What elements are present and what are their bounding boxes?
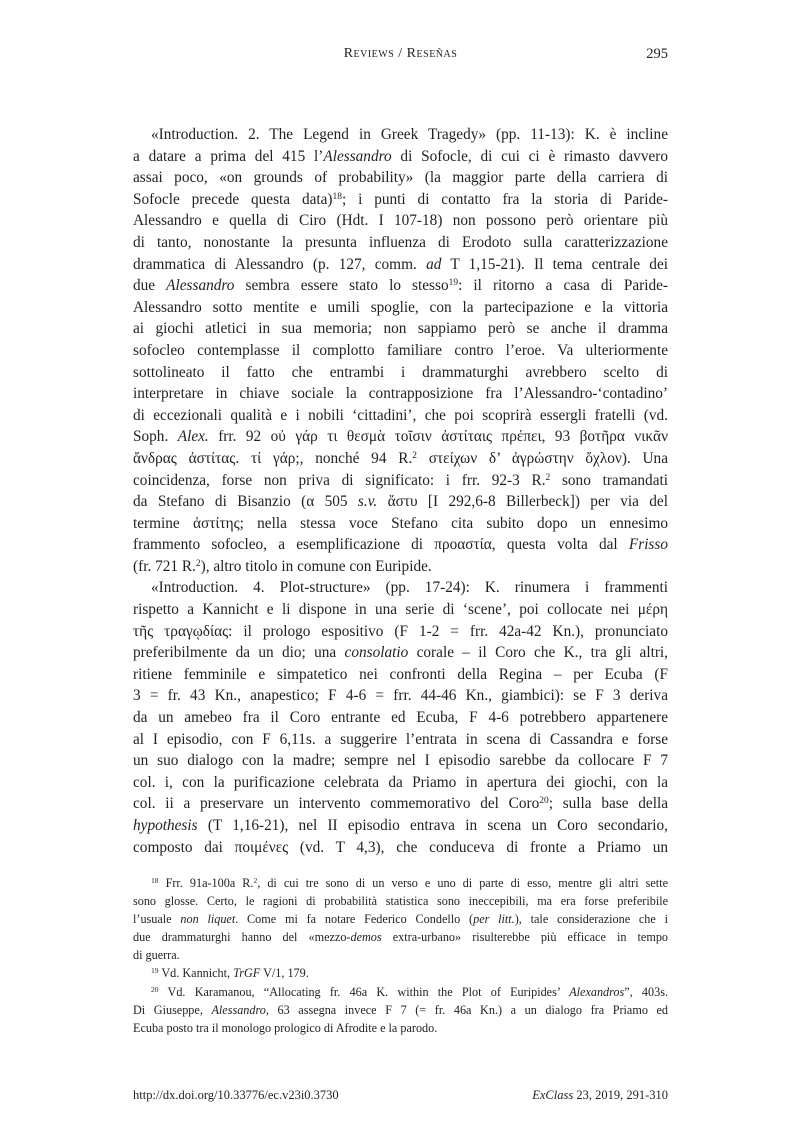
doi-link[interactable]: http://dx.doi.org/10.33776/ec.v23i0.3730 bbox=[133, 1088, 339, 1102]
text-run: , 63 assegna invece F 7 (= fr. 46a Kn.) a un dialogo fra Priamo ed bbox=[265, 1002, 669, 1017]
page-number: 295 bbox=[646, 46, 668, 62]
italic-text: Alexandros bbox=[569, 984, 625, 999]
text-run: frr. 92 οὐ γάρ τι θεσμὰ τοῖσιν ἀστίταις πρέπει, 93 βοτῆρα νικᾶν bbox=[208, 428, 668, 446]
text-line bbox=[133, 664, 668, 686]
italic-text: hypothesis bbox=[133, 817, 198, 834]
text-line bbox=[133, 297, 668, 319]
footnote-line bbox=[133, 910, 668, 928]
text-run: sono tramandati bbox=[550, 471, 668, 489]
text-run: frammento sofocleo, a esemplificazione di προαστία, questa volta dal bbox=[133, 536, 629, 554]
text-run: a datare a prima del 415 l’ bbox=[133, 147, 324, 165]
text-run: rispetto a Kannicht e li dispone in una serie di ‘scene’, poi collocate nei μέρη bbox=[133, 601, 668, 619]
text-line bbox=[133, 707, 668, 729]
text-run: sottolineato il fatto che entrambi i drammaturghi avrebbero scelto di bbox=[133, 363, 668, 381]
text-run: ; i punti di contatto fra la storia di Paride- bbox=[342, 190, 668, 208]
text-run: sono glosse. Certo, le ragioni di probabilità statistica sono ineccepibili, ma era forse preferibile bbox=[133, 894, 668, 909]
text-line bbox=[133, 383, 668, 405]
text-run: col. i, con la purificazione celebrata da Priamo in apertura dei giochi, con la bbox=[133, 773, 668, 791]
text-line bbox=[133, 750, 668, 772]
footnote-reference: 2 bbox=[253, 875, 258, 885]
italic-text: Frisso bbox=[628, 536, 668, 554]
text-line bbox=[133, 340, 668, 362]
italic-text: Alex. bbox=[177, 428, 209, 446]
text-run: Soph. bbox=[133, 428, 178, 446]
italic-text: ad bbox=[426, 255, 442, 273]
text-run: τῆς τραγῳδίας: il prologo espositivo (F 1-2 = frr. 42a-42 Kn.), pronunciato bbox=[133, 622, 668, 640]
footnote-reference: 20 bbox=[539, 796, 549, 807]
text-line bbox=[133, 577, 668, 599]
text-line bbox=[133, 146, 668, 168]
text-line bbox=[133, 642, 668, 664]
text-run: Di Giuseppe, bbox=[133, 1002, 212, 1017]
text-run: di tanto, nonostante la presunta influenza di Erodoto sulla caratterizzazione bbox=[133, 233, 668, 251]
journal-name: ExClass bbox=[532, 1088, 574, 1102]
text-line bbox=[133, 362, 668, 384]
footnote-line bbox=[133, 983, 668, 1001]
text-run: drammatica di Alessandro (p. 127, comm. bbox=[133, 255, 427, 273]
text-line bbox=[133, 232, 668, 254]
text-run: un suo dialogo con la madre; sempre nel I episodio sarebbe da collocare F 7 bbox=[133, 752, 668, 770]
text-line bbox=[133, 772, 668, 794]
text-run: di eccezionali qualità e i nobili ‘cittadini’, che poi scoprirà essergli fratelli (vd. bbox=[133, 406, 668, 424]
italic-text: s.v. bbox=[357, 493, 378, 511]
text-line bbox=[133, 124, 668, 146]
text-run: corale – il Coro che K., tra gli altri, bbox=[408, 644, 669, 662]
text-run: Alessandro e quella di Ciro (Hdt. I 107-18) non possono però orientare più bbox=[133, 212, 668, 230]
text-run: στείχων δ’ ἀγρώστην ὄχλον). Una bbox=[417, 449, 668, 467]
text-run: Sofocle precede questa data) bbox=[133, 190, 333, 208]
text-run: T 1,15-21). Il tema centrale dei bbox=[441, 255, 668, 273]
footnote-reference: 20 bbox=[151, 984, 159, 994]
italic-text: per litt. bbox=[473, 912, 515, 927]
italic-text: consolatio bbox=[344, 644, 409, 662]
running-header bbox=[133, 46, 668, 66]
text-run: sembra essere stato lo stesso bbox=[234, 277, 449, 295]
text-run: Vd. Karamanou, “Allocating fr. 46a K. within the Plot of Euripides’ bbox=[158, 984, 570, 999]
text-run: l’usuale bbox=[133, 912, 181, 927]
text-run: composto dai ποιμένες (vd. T 4,3), che conduceva di fronte a Priamo un bbox=[133, 838, 668, 856]
italic-text: Alessandro bbox=[166, 277, 235, 295]
italic-text: Alessandro bbox=[211, 1002, 266, 1017]
text-run: Frr. 91a-100a R. bbox=[158, 876, 254, 890]
main-text bbox=[133, 124, 668, 858]
text-run: ), altro titolo in comune con Euripide. bbox=[200, 557, 432, 575]
text-run: 3 = fr. 43 Kn., anapestico; F 4-6 = frr. 44-46 Kn., giambici): se F 3 deriva bbox=[133, 687, 668, 705]
text-line bbox=[133, 534, 668, 556]
text-run: preferibilmente da un dio; una bbox=[133, 644, 345, 662]
text-run: coincidenza, forse non priva di significato: i frr. 92-3 R. bbox=[133, 471, 546, 489]
footnote-line bbox=[133, 928, 668, 946]
text-run: : il ritorno a casa di Paride- bbox=[458, 277, 668, 295]
journal-citation bbox=[532, 1088, 668, 1103]
footnote-reference: 19 bbox=[448, 277, 459, 288]
footnote-line bbox=[133, 892, 668, 910]
footnote-reference: 2 bbox=[412, 450, 417, 461]
text-run: al I episodio, con F 6,11s. a suggerire l’entrata in scena di Cassandra e forse bbox=[133, 730, 668, 748]
footnotes bbox=[133, 874, 668, 1037]
footnote-line bbox=[133, 946, 668, 964]
text-run: di Sofocle, di cui ci è rimasto davvero bbox=[391, 147, 668, 165]
text-run: ritiene femminile e simpatetico nei confronti della Regina – per Ecuba (F bbox=[133, 665, 668, 683]
footnote-reference: 18 bbox=[151, 875, 159, 885]
text-run: Ecuba posto tra il monologo prologico di Afrodite e la parodo. bbox=[133, 1020, 438, 1035]
text-run: ”, 403s. bbox=[624, 984, 669, 999]
text-line bbox=[133, 448, 668, 470]
text-line bbox=[133, 210, 668, 232]
text-run: ἄστυ [I 292,6-8 Billerbeck]) per via del bbox=[377, 493, 668, 511]
running-title: Reviews / Reseñas bbox=[343, 46, 458, 61]
footnote-reference: 19 bbox=[151, 966, 159, 976]
text-run: due bbox=[133, 277, 167, 295]
text-run: , di cui tre sono di un verso e uno di parte di esso, mentre gli altri sette bbox=[257, 876, 668, 890]
text-run: ), tale considerazione che i bbox=[514, 912, 668, 927]
italic-text: TrGF bbox=[233, 966, 261, 981]
text-line bbox=[133, 318, 668, 340]
text-run: da un amebeo fra il Coro entrante ed Ecuba, F 4-6 potrebbero appartenere bbox=[133, 709, 668, 727]
text-line bbox=[133, 513, 668, 535]
text-line bbox=[133, 815, 668, 837]
text-line bbox=[133, 470, 668, 492]
text-run: . Come mi fa notare Federico Condello ( bbox=[235, 912, 474, 927]
text-run: da Stefano di Bisanzio (α 505 bbox=[133, 493, 358, 511]
text-run: ai giochi atletici in sua memoria; non sappiamo però se anche il dramma bbox=[133, 320, 668, 338]
text-run: interpretare in chiave sociale la contrapposizione fra l’Alessandro-‘contadino’ bbox=[133, 385, 668, 403]
citation-details: 23, 2019, 291-310 bbox=[573, 1088, 668, 1102]
text-run: ; sulla base della bbox=[548, 795, 668, 813]
text-run: «Introduction. 2. The Legend in Greek Tragedy» (pp. 11-13): K. è incline bbox=[151, 126, 668, 143]
text-run: (T 1,16-21), nel II episodio entrava in scena un Coro secondario, bbox=[197, 817, 668, 834]
text-line bbox=[133, 837, 668, 859]
footnote-line bbox=[133, 1001, 668, 1019]
text-line bbox=[133, 405, 668, 427]
footnote-reference: 18 bbox=[332, 191, 342, 202]
italic-text: Alessandro bbox=[323, 147, 392, 165]
text-line bbox=[133, 556, 668, 578]
text-line bbox=[133, 685, 668, 707]
text-run: (fr. 721 R. bbox=[133, 557, 196, 575]
text-line bbox=[133, 729, 668, 751]
text-line bbox=[133, 275, 668, 297]
text-run: sofocleo contemplasse il complotto familiare contro l’eroe. Va ulteriormente bbox=[133, 341, 668, 359]
footnote-line bbox=[133, 964, 668, 982]
text-line bbox=[133, 189, 668, 211]
text-run: due drammaturghi hanno del «mezzo- bbox=[133, 930, 351, 945]
italic-text: demos bbox=[350, 930, 382, 945]
text-line bbox=[133, 491, 668, 513]
text-run: extra-urbano» risulterebbe più efficace in tempo bbox=[381, 930, 669, 945]
text-line bbox=[133, 254, 668, 276]
footnote-line bbox=[133, 1019, 668, 1037]
italic-text: non liquet bbox=[180, 912, 236, 927]
text-line bbox=[133, 793, 668, 815]
text-run: Vd. Kannicht, bbox=[158, 966, 234, 981]
text-line bbox=[133, 426, 668, 448]
text-line bbox=[133, 167, 668, 189]
text-run: Alessandro sotto mentite e umili spoglie, con la partecipazione e la vittoria bbox=[133, 298, 668, 316]
text-run: col. ii a preservare un intervento commemorativo del Coro bbox=[133, 795, 540, 813]
footnote-line bbox=[133, 874, 668, 892]
text-run: V/1, 179. bbox=[260, 966, 309, 981]
text-run: «Introduction. 4. Plot-structure» (pp. 17-24): K. rinumera i frammenti bbox=[151, 579, 668, 597]
text-run: di guerra. bbox=[133, 948, 180, 963]
text-run: assai poco, «on grounds of probability» (la maggior parte della carriera di bbox=[133, 169, 668, 187]
text-run: termine ἀστίτης; nella stessa voce Stefano cita subito dopo un ennesimo bbox=[133, 514, 668, 532]
text-run: ἄνδρας ἀστίτας. τί γάρ;, nonché 94 R. bbox=[133, 449, 413, 467]
text-line bbox=[133, 621, 668, 643]
footnote-reference: 2 bbox=[545, 472, 551, 483]
text-line bbox=[133, 599, 668, 621]
footnote-reference: 2 bbox=[195, 558, 201, 569]
